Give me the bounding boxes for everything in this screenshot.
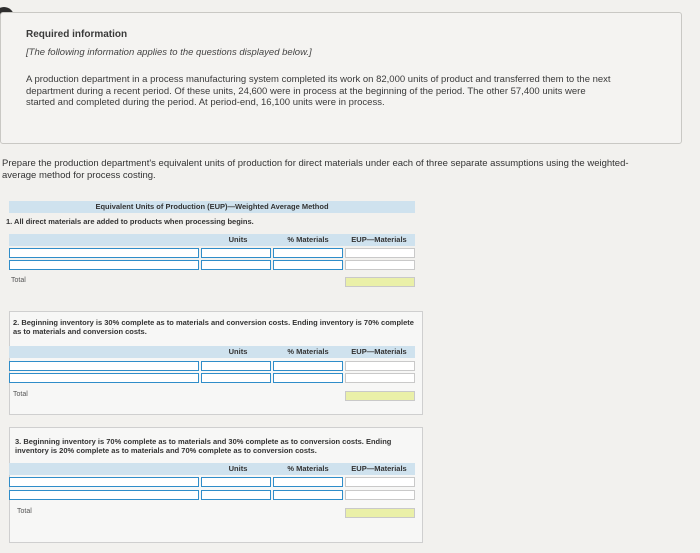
eup-cell bbox=[345, 477, 415, 487]
section-3-column-header bbox=[9, 463, 415, 475]
table-row bbox=[9, 490, 415, 500]
row-label-input[interactable] bbox=[9, 260, 199, 270]
info-body: A production department in a process manufacturing system completed its work on 82,000 units of product and transferred them to the next department during a recent period. Of these units, 24,600 were in process at the beginning of the period. The other 57,400 units were started and completed during the period. At period-end, 16,100 units were in process. bbox=[26, 74, 611, 108]
section-3-heading: 3. Beginning inventory is 70% complete as to materials and 30% complete as to conversion costs. Ending inventory is 20% complete as to materials and 70% complete as to conversion costs. bbox=[15, 437, 392, 455]
col-units: Units bbox=[228, 347, 248, 356]
section-2-heading: 2. Beginning inventory is 30% complete as to materials and conversion costs. Ending inventory is 70% complete as to materials and conversion costs. bbox=[13, 318, 414, 336]
total-row bbox=[9, 508, 415, 518]
info-note: [The following information applies to the questions displayed below.] bbox=[26, 47, 312, 58]
units-input[interactable] bbox=[201, 248, 271, 258]
row-label-input[interactable] bbox=[9, 248, 199, 258]
units-input[interactable] bbox=[201, 477, 271, 487]
col-materials-pct: % Materials bbox=[287, 347, 329, 356]
eup-cell bbox=[345, 260, 415, 270]
row-label-input[interactable] bbox=[9, 490, 199, 500]
table-title: Equivalent Units of Production (EUP)—Weighted Average Method bbox=[9, 201, 415, 213]
total-row bbox=[9, 391, 415, 401]
col-eup-materials: EUP—Materials bbox=[351, 464, 407, 473]
section-2-column-header bbox=[9, 346, 415, 358]
materials-pct-input[interactable] bbox=[273, 373, 343, 383]
materials-pct-input[interactable] bbox=[273, 260, 343, 270]
materials-pct-input[interactable] bbox=[273, 361, 343, 371]
table-row bbox=[9, 477, 415, 487]
eup-cell bbox=[345, 373, 415, 383]
col-units: Units bbox=[228, 235, 248, 244]
table-row bbox=[9, 361, 415, 371]
table-row bbox=[9, 260, 415, 270]
eup-cell bbox=[345, 490, 415, 500]
total-row bbox=[9, 277, 415, 287]
row-label-input[interactable] bbox=[9, 361, 199, 371]
table-row bbox=[9, 248, 415, 258]
units-input[interactable] bbox=[201, 260, 271, 270]
units-input[interactable] bbox=[201, 361, 271, 371]
total-label: Total bbox=[13, 391, 28, 398]
section-1-heading: 1. All direct materials are added to products when processing begins. bbox=[6, 217, 254, 226]
col-units: Units bbox=[228, 464, 248, 473]
section-1-column-header bbox=[9, 234, 415, 246]
materials-pct-input[interactable] bbox=[273, 248, 343, 258]
row-label-input[interactable] bbox=[9, 373, 199, 383]
eup-cell bbox=[345, 248, 415, 258]
units-input[interactable] bbox=[201, 490, 271, 500]
table-row bbox=[9, 373, 415, 383]
eup-worksheet bbox=[3, 195, 423, 545]
row-label-input[interactable] bbox=[9, 477, 199, 487]
col-materials-pct: % Materials bbox=[287, 464, 329, 473]
eup-total-cell bbox=[345, 391, 415, 401]
eup-total-cell bbox=[345, 277, 415, 287]
materials-pct-input[interactable] bbox=[273, 490, 343, 500]
eup-total-cell bbox=[345, 508, 415, 518]
total-label: Total bbox=[17, 508, 32, 515]
col-eup-materials: EUP—Materials bbox=[351, 235, 407, 244]
col-materials-pct: % Materials bbox=[287, 235, 329, 244]
materials-pct-input[interactable] bbox=[273, 477, 343, 487]
info-title: Required information bbox=[26, 29, 128, 40]
question-prompt: Prepare the production department's equivalent units of production for direct materials under each of three separate assumptions using the weighted-average method for process costing. bbox=[2, 158, 629, 181]
col-eup-materials: EUP—Materials bbox=[351, 347, 407, 356]
total-label: Total bbox=[11, 277, 26, 284]
units-input[interactable] bbox=[201, 373, 271, 383]
eup-cell bbox=[345, 361, 415, 371]
